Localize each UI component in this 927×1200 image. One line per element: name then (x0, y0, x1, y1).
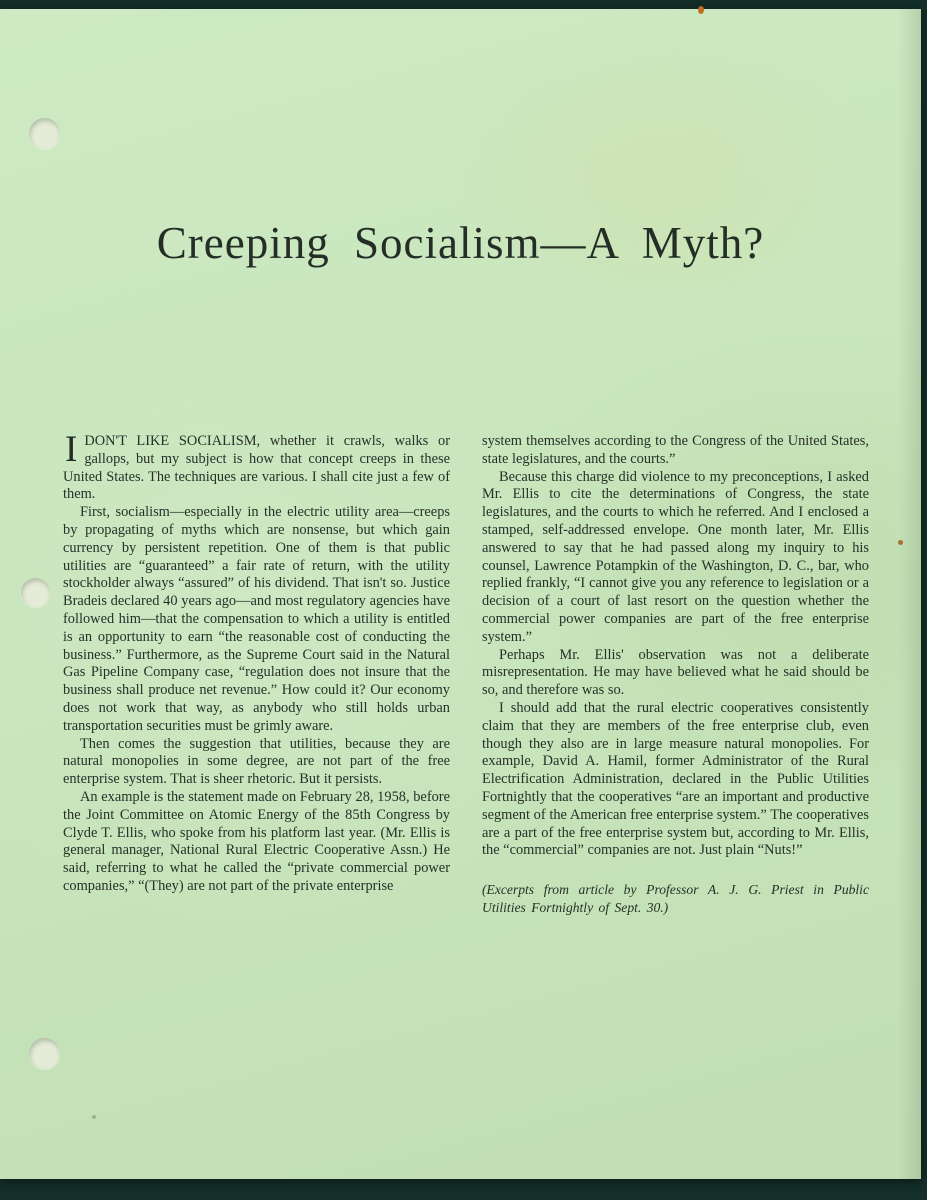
page-title: Creeping Socialism—A Myth? (156, 218, 765, 268)
paragraph: I should add that the rural electric cooperatives consistently claim that they are members of the free enterprise club, even though they also are in large measure natural monopolies. For example, David A. Hamil, former Administrator of the Rural Electrification Administration, declared in the Public Utilities Fortnightly that the cooperatives “are an important and productive segment of the American free enterprise system.” The cooperatives are a part of the free enterprise system but, according to Mr. Ellis, the “commercial” companies are not. Just plain “Nuts!” (482, 699, 869, 859)
punch-hole (29, 118, 60, 149)
left-column (63, 429, 450, 916)
paragraph-opening (63, 429, 450, 504)
paragraph: system themselves according to the Congress of the United States, state legislatures, and the courts.” (482, 433, 869, 467)
stain-speck (698, 6, 704, 14)
paragraph: Perhaps Mr. Ellis' observation was not a deliberate misrepresentation. He may have believed what he said should be so, and therefore was so. (482, 646, 869, 699)
article-columns (63, 429, 869, 916)
punch-hole (29, 1038, 60, 1069)
paragraph: An example is the statement made on February 28, 1958, before the Joint Committee on Atomic Energy of the 85th Congress by Clyde T. Ellis, who spoke from his platform last year. (Mr. Ellis is general manager, National Rural Electric Cooperative Assn.) He said, referring to what he called the “private commercial power companies,” “(They) are not part of the private enterprise (63, 788, 450, 894)
stain-speck (898, 540, 903, 545)
attribution-note: (Excerpts from article by Professor A. J. G. Priest in Public Utilities Fortnightly of Sept. 30.) (482, 882, 869, 915)
paragraph: Because this charge did violence to my preconceptions, I asked Mr. Ellis to cite the determinations of Congress, the state legislatures, and the courts to which he referred. And I enclosed a stamped, self-addressed envelope. One month later, Mr. Ellis answered to say that he had passed along my inquiry to his counsel, Lawrence Potampkin of the Washington, D. C., bar, who replied frankly, “I cannot give you any reference to legislation or a decision of a court of last resort on the question whether the commercial power companies are part of the free enterprise system.” (482, 468, 869, 645)
stain-speck (92, 1115, 96, 1119)
punch-hole (21, 578, 50, 607)
paragraph-text: DON'T LIKE SOCIALISM, whether it crawls, walks or gallops, but my subject is how that concept creeps in these United States. The techniques are various. I shall cite just a few of them. (63, 433, 450, 503)
dropcap-letter: I (65, 429, 78, 470)
right-column (482, 433, 869, 916)
paragraph: First, socialism—especially in the electric utility area—creeps by propagating of myths which are nonsense, but which gain currency by persistent repetition. One of them is that public utilities are “guaranteed” a fair rate of return, with the utility stockholder always “assured” of his dividend. That isn't so. Justice Bradeis declared 40 years ago—and most regulatory agencies have followed him—that the compensation to which a utility is entitled is an opportunity to earn “the reasonable cost of conducting the business.” Furthermore, as the Supreme Court said in the Natural Gas Pipeline Company case, “regulation does not insure that the business shall produce net revenue.” How could it? Our economy does not work that way, as anybody who still holds urban transportation securities must be grimly aware. (63, 504, 450, 734)
document-page (0, 9, 921, 1179)
paragraph: Then comes the suggestion that utilities, because they are natural monopolies in some degree, are not part of the free enterprise system. That is sheer rhetoric. But it persists. (63, 735, 450, 788)
